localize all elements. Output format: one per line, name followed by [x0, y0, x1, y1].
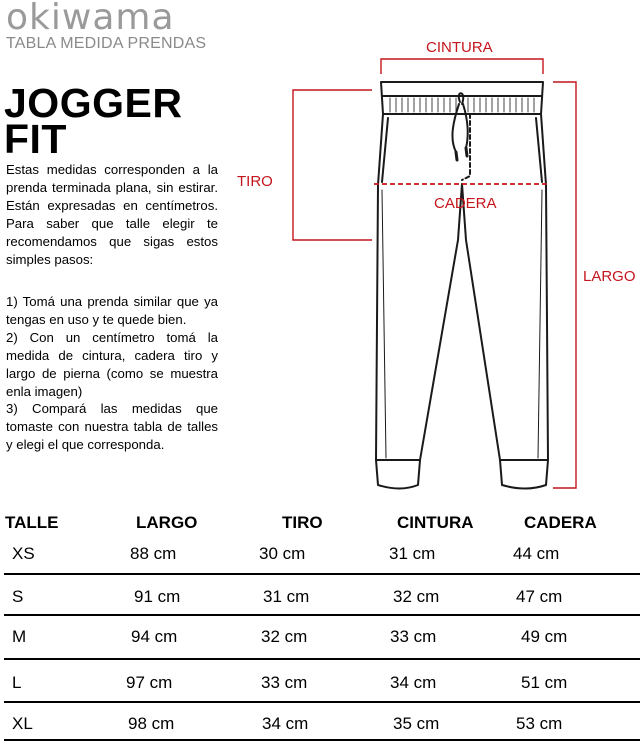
brand-logo: okiwama — [6, 0, 175, 38]
cell-tiro: 31 cm — [263, 587, 310, 606]
cell-largo: 94 cm — [131, 627, 178, 646]
label-largo: LARGO — [583, 268, 636, 285]
table-row — [0, 578, 640, 616]
cell-cadera: 49 cm — [521, 627, 568, 646]
header-tiro: TIRO — [282, 513, 323, 532]
cell-cadera: 44 cm — [513, 544, 560, 563]
measurement-lines — [293, 59, 576, 488]
cell-largo: 97 cm — [126, 673, 173, 692]
step-2: 2) Con un centímetro tomá la medida de cintura, cadera tiro y largo de pierna (como se muestra enla imagen) — [6, 329, 218, 399]
cell-talle: XS — [12, 544, 35, 563]
table-row — [0, 664, 640, 702]
table-row — [0, 618, 640, 656]
cell-tiro: 32 cm — [261, 627, 308, 646]
cell-cadera: 51 cm — [521, 673, 568, 692]
cell-cintura: 35 cm — [393, 714, 440, 733]
cell-cintura: 33 cm — [390, 627, 437, 646]
row-divider — [4, 658, 640, 660]
product-title-line2: FIT — [4, 116, 67, 162]
row-divider — [4, 701, 640, 703]
cell-tiro: 30 cm — [259, 544, 306, 563]
row-divider — [4, 614, 640, 616]
cell-talle: XL — [12, 714, 33, 733]
intro-text: Estas medidas corresponden a la prenda terminada plana, sin estirar. Están expresadas en centímetros. Para saber que talle elegir te recomendamos que sigas estos simples pasos: — [6, 162, 218, 267]
label-tiro: TIRO — [237, 173, 273, 190]
row-divider — [4, 573, 640, 575]
cell-cintura: 34 cm — [390, 673, 437, 692]
cell-largo: 98 cm — [128, 714, 175, 733]
cell-largo: 91 cm — [134, 587, 181, 606]
cell-largo: 88 cm — [130, 544, 177, 563]
cell-tiro: 33 cm — [261, 673, 308, 692]
cell-cintura: 32 cm — [393, 587, 440, 606]
header-cadera: CADERA — [524, 513, 597, 532]
cell-cintura: 31 cm — [389, 544, 436, 563]
header-talle: TALLE — [5, 513, 59, 532]
step-1: 1) Tomá una prenda similar que ya tengas en uso y te quede bien. — [6, 294, 218, 327]
table-row — [0, 535, 640, 573]
brand-subtitle: TABLA MEDIDA PRENDAS — [6, 35, 207, 52]
header-cintura: CINTURA — [397, 513, 474, 532]
label-cintura: CINTURA — [426, 39, 493, 56]
product-title-line1: JOGGER — [4, 80, 183, 126]
step-3: 3) Compará las medidas que tomaste con nuestra tabla de talles y elegi el que corresponda. — [6, 401, 218, 453]
cell-tiro: 34 cm — [262, 714, 309, 733]
cell-talle: S — [12, 587, 24, 606]
cell-talle: L — [12, 673, 22, 692]
cell-cadera: 53 cm — [516, 714, 563, 733]
pants-outline-icon — [376, 82, 548, 489]
label-cadera: CADERA — [434, 195, 497, 212]
cell-cadera: 47 cm — [516, 587, 563, 606]
header-largo: LARGO — [136, 513, 198, 532]
table-row — [0, 705, 640, 743]
cell-talle: M — [12, 627, 27, 646]
